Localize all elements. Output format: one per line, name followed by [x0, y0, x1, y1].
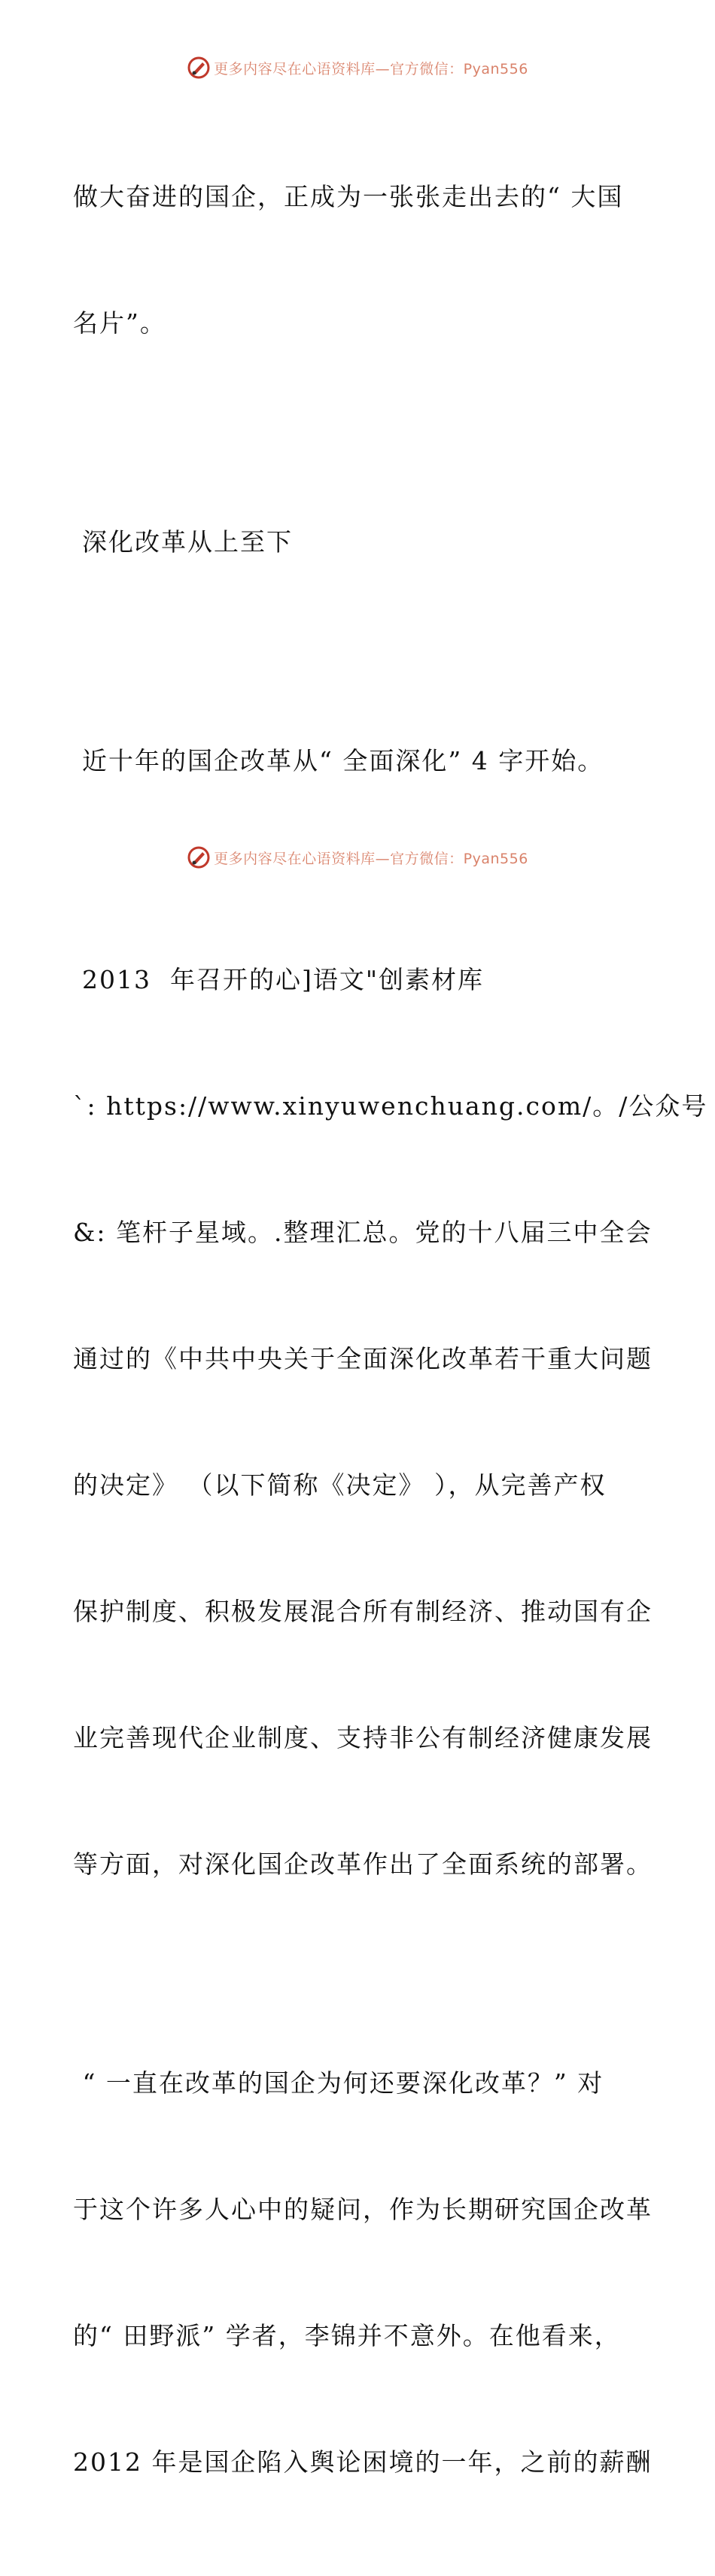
footer-banner [0, 842, 715, 872]
paragraph-1 [73, 92, 645, 429]
text-line: 名片”。 [73, 308, 166, 338]
text-line: 保护制度、积极发展混合所有制经济、推动国有企 [73, 1597, 653, 1626]
section-heading [73, 437, 645, 648]
banner-contact: 官方微信：Pyan556 [390, 60, 528, 77]
banner-text [214, 58, 528, 78]
banner-separator: — [375, 60, 391, 77]
text-line: 通过的《中共中央关于全面深化改革若干重大问题 [73, 1344, 653, 1373]
header-banner [0, 53, 715, 83]
paragraph-5 [73, 1978, 653, 2568]
document-body [73, 92, 708, 2576]
paragraph-3 [73, 656, 645, 866]
text-line: 深化改革从上至下 [82, 527, 293, 557]
brush-logo-icon [187, 56, 211, 80]
text-line: 的决定》 （以下简称《决定》 ），从完善产权 [73, 1470, 607, 1500]
banner-text [214, 848, 528, 868]
banner-contact: 官方微信：Pyan556 [390, 850, 528, 867]
text-line: 业完善现代企业制度、支持非公有制经济健康发展 [73, 1723, 653, 1752]
text-line: 近十年的国企改革从“ 全面深化” 4 字开始。 [82, 746, 604, 775]
text-line: 做大奋进的国企，正成为一张张走出去的“ 大国 [73, 182, 624, 211]
text-line: 的“ 田野派” 学者，李锦并不意外。在他看来， [73, 2321, 621, 2350]
text-line: 2013 年召开的心]语文"创素材库 [82, 965, 485, 994]
text-line: “ 一直在改革的国企为何还要深化改革？” 对 [73, 2068, 604, 2098]
banner-slogan: 更多内容尽在心语资料库 [214, 850, 376, 867]
text-line: 2012 年是国企陷入舆论困境的一年，之前的薪酬 [73, 2447, 653, 2477]
banner-slogan: 更多内容尽在心语资料库 [214, 60, 376, 77]
text-line: &: 笔杆子星域。.整理汇总。党的十八届三中全会 [73, 1218, 653, 1247]
text-line: 等方面，对深化国企改革作出了全面系统的部署。 [73, 1849, 653, 1879]
brush-logo-icon [187, 845, 211, 869]
text-line: `: https://www.xinyuwenchuang.com/。/公众号 [73, 1091, 708, 1121]
paragraph-4 [73, 875, 708, 1970]
banner-separator: — [375, 850, 391, 867]
text-line: 于这个许多人心中的疑问，作为长期研究国企改革 [73, 2195, 653, 2224]
